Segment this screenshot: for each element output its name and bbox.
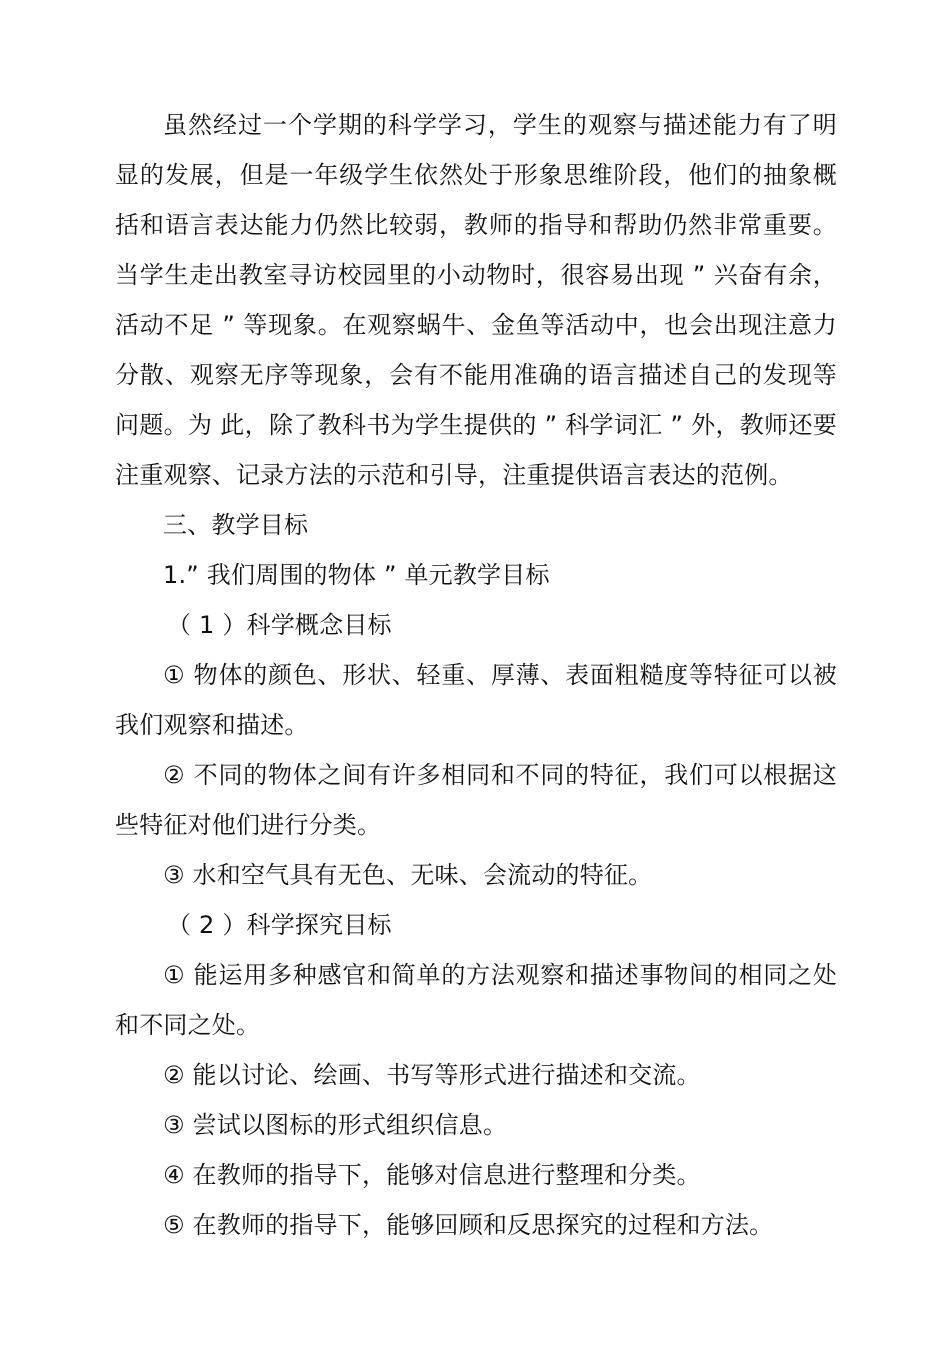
inquiry-goal-item: ③ 尝试以图标的形式组织信息。	[163, 1111, 508, 1139]
unit-heading: 1.” 我们周围的物体 ” 单元教学目标	[163, 561, 550, 589]
inquiry-goal-item: ① 能运用多种感官和简单的方法观察和描述事物间的相同之处和不同之处。	[115, 961, 837, 1039]
analysis-paragraph: 虽然经过一个学期的科学学习，学生的观察与描述能力有了明显的发展，但是一年级学生依然处于形象思维阶段，他们的抽象概括和语言表达能力仍然比较弱，教师的指导和帮助仍然非常重要。当学生走出教室寻访校园里的小动物时，很容易出现 ” 兴奋有余，活动不足 ” 等现象。在观察蜗牛、金鱼等活动中，也会出现注意力分散、观察无序等现象，会有不能用准确的语言描述自己的发现等问题。为 此，除了教科书为学生提供的 ” 科学词汇 ” 外，教师还要注重观察、记录方法的示范和引导，注重提供语言表达的范例。	[115, 111, 837, 489]
section-heading: 三、教学目标	[163, 511, 309, 539]
inquiry-goal-item: ④ 在教师的指导下，能够对信息进行整理和分类。	[163, 1161, 701, 1189]
inquiry-goals-heading: （ 2 ）科学探究目标	[167, 911, 392, 939]
concept-goal-item: ③ 水和空气具有无色、无味、会流动的特征。	[163, 861, 653, 889]
document-body	[115, 100, 837, 1250]
inquiry-goal-item: ⑤ 在教师的指导下，能够回顾和反思探究的过程和方法。	[163, 1211, 774, 1239]
inquiry-goal-item: ② 能以讨论、绘画、书写等形式进行描述和交流。	[163, 1061, 701, 1089]
concept-goal-item: ① 物体的颜色、形状、轻重、厚薄、表面粗糙度等特征可以被我们观察和描述。	[115, 661, 837, 739]
concept-goals-heading: （ 1 ）科学概念目标	[167, 611, 392, 639]
concept-goal-item: ② 不同的物体之间有许多相同和不同的特征，我们可以根据这些特征对他们进行分类。	[115, 761, 837, 839]
